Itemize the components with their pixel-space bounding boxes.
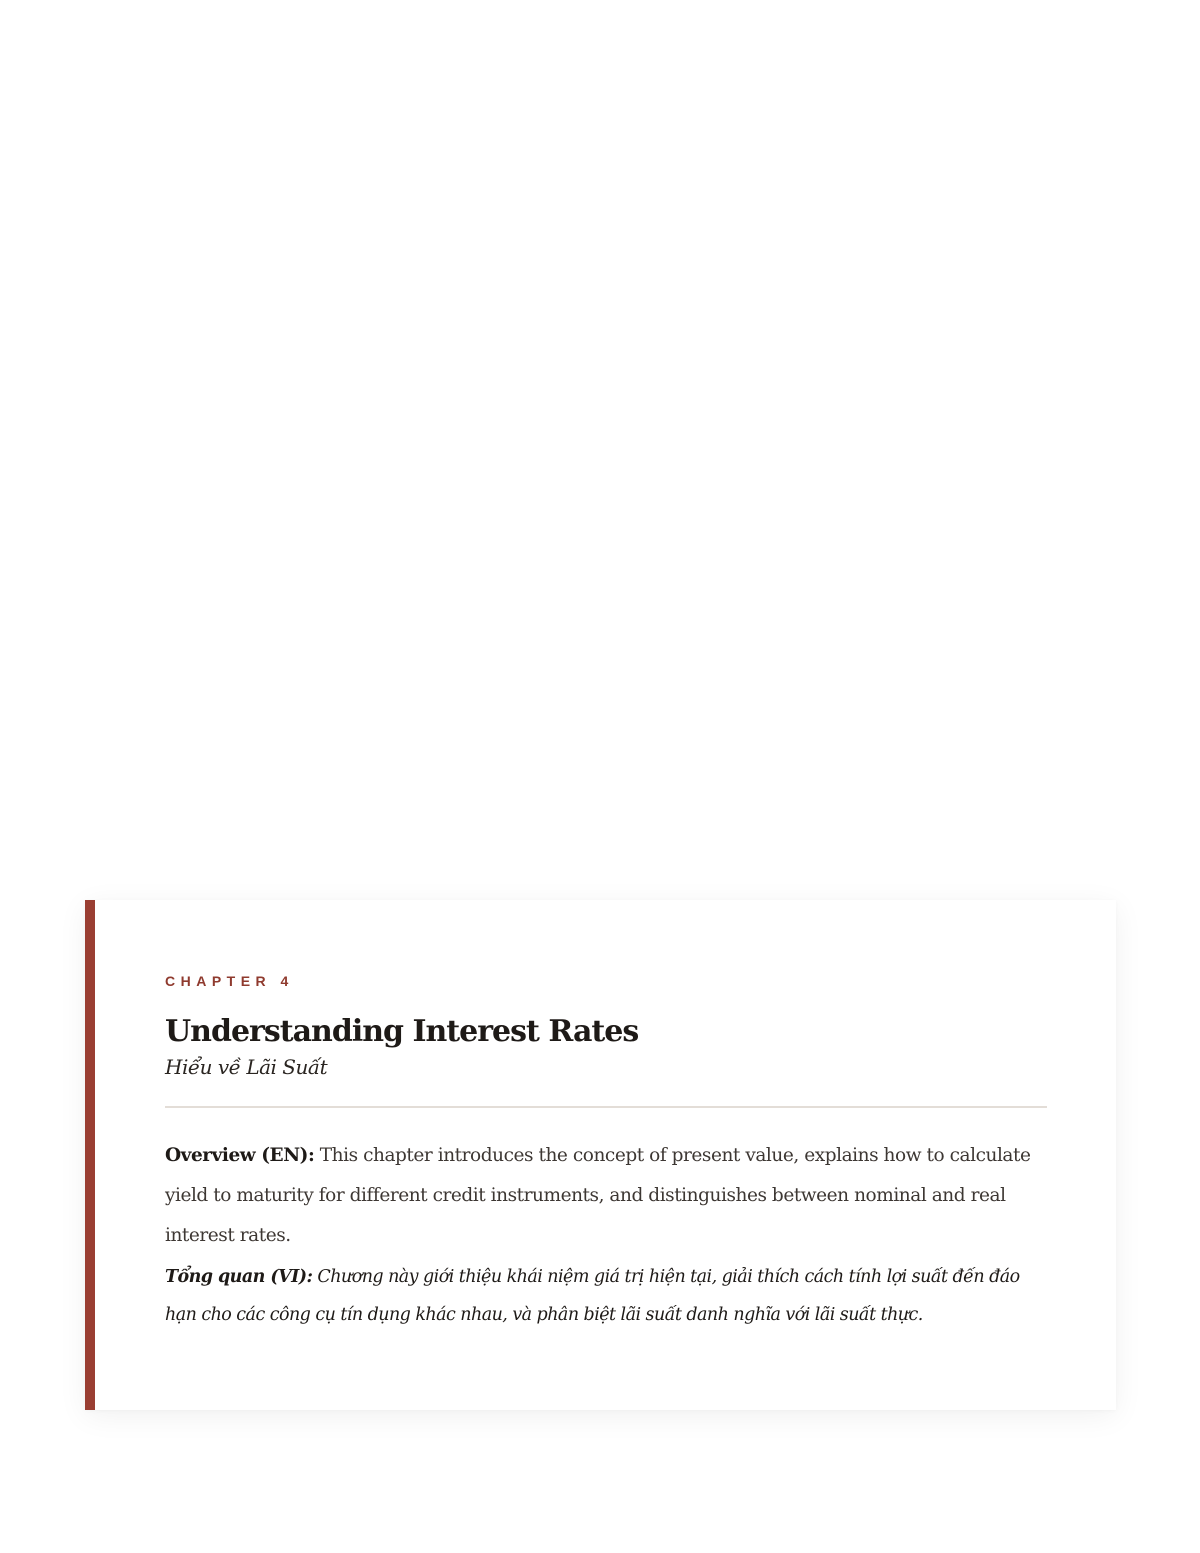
accent-bar (85, 900, 95, 1410)
overview-en-text: This chapter introduces the concept of present value, explains how to calculate yield to maturity for different credit instruments, and distinguishes between nominal and real interest rates. (165, 1145, 1031, 1246)
chapter-content (165, 968, 1047, 1334)
chapter-eyebrow: CHAPTER 4 (165, 973, 294, 989)
chapter-subtitle: Hiểu về Lãi Suất (165, 1055, 328, 1079)
overview-en (165, 1136, 1047, 1256)
divider (165, 1106, 1047, 1108)
chapter-title: Understanding Interest Rates (165, 1014, 639, 1049)
overview-en-label: Overview (EN): (165, 1145, 315, 1166)
chapter-card (85, 900, 1116, 1410)
overview-vi (165, 1258, 1047, 1334)
overview-vi-label: Tổng quan (VI): (165, 1267, 313, 1287)
overview-vi-text: Chương này giới thiệu khái niệm giá trị hiện tại, giải thích cách tính lợi suất đến đáo hạn cho các công cụ tín dụng khác nhau, và phân biệt lãi suất danh nghĩa với lãi suất thực. (165, 1267, 1020, 1325)
